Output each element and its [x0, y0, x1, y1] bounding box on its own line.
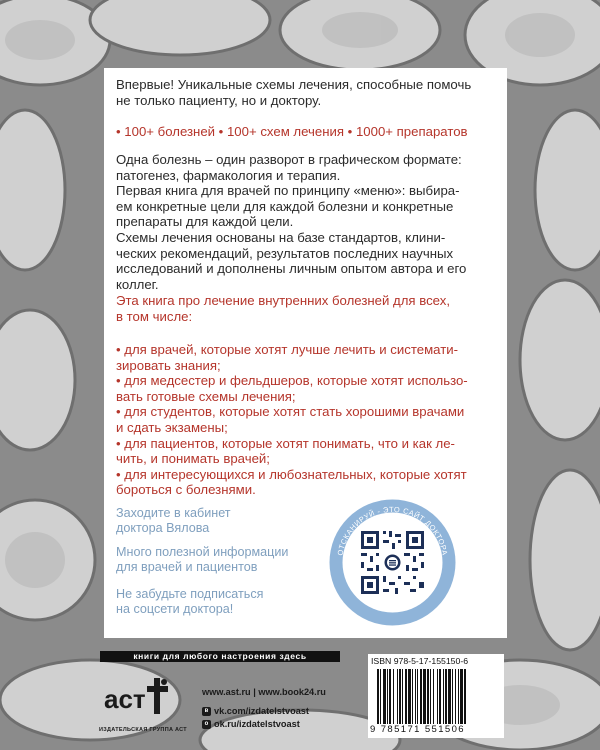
qr-caption: ОТСКАНИРУЙ - ЭТО САЙТ ДОКТОРА	[335, 504, 450, 557]
barcode-bar	[460, 669, 463, 724]
barcode-bar	[455, 669, 456, 724]
barcode-bar	[430, 669, 431, 724]
barcode-bar	[383, 669, 386, 724]
barcode-bar	[439, 669, 441, 724]
audience-list: • для врачей, которые хотят лучше лечить и системати- зировать знания; • для медсестер и фельдшеров, которые хотят использо- вать готовые схемы лечения; • для студентов, которые хотят стать хорошими врачами и сдать экзамены; • для пациентов, которые хотят понимать, что и как ле- чить, и понимать врачей; • для интересующихся и любознательных, которые хотят бороться с болезнями.	[116, 342, 468, 498]
barcode-bar	[420, 669, 422, 724]
barcode-bar	[415, 669, 416, 724]
publisher-imprint: ИЗДАТЕЛЬСКАЯ ГРУППА АСТ	[99, 727, 187, 733]
audience-intro: Эта книга про лечение внутренних болезней для всех, в том числе:	[116, 293, 450, 324]
qr-code-icon	[328, 498, 457, 627]
barcode-bar	[423, 669, 426, 724]
ok-link[interactable]	[202, 719, 300, 729]
barcode-bar	[417, 669, 418, 724]
svg-text:аст: аст	[104, 684, 146, 714]
barcode-bar	[397, 669, 398, 724]
barcode-bar	[437, 669, 438, 724]
barcode-bar	[433, 669, 434, 724]
ok-link-text: ok.ru/izdatelstvoast	[214, 719, 300, 729]
barcode-bar	[458, 669, 459, 724]
barcode-bar	[443, 669, 444, 724]
barcode-bar	[464, 669, 466, 724]
tagline-strip: книги для любого настроения здесь	[100, 651, 340, 662]
barcode-bar	[412, 669, 413, 724]
cabinet-link-text: Заходите в кабинет доктора Вялова	[116, 506, 231, 535]
barcode-number: 9 785171 551506	[370, 724, 465, 735]
barcode-bar	[393, 669, 394, 724]
ok-icon: о	[202, 720, 211, 729]
barcode-bar	[445, 669, 447, 724]
vk-link-text: vk.com/izdatelstvoast	[214, 706, 309, 716]
barcode-bar	[452, 669, 453, 724]
barcode-bar	[399, 669, 401, 724]
web-links[interactable]: www.ast.ru | www.book24.ru	[202, 687, 326, 697]
vk-link[interactable]	[202, 706, 309, 716]
subscribe-text: Не забудьте подписаться на соцсети доктора!	[116, 587, 264, 616]
barcode-bar	[448, 669, 451, 724]
intro-text: Впервые! Уникальные схемы лечения, способные помочь не только пациенту, но и доктору.	[116, 77, 472, 108]
publisher-logo	[102, 674, 182, 720]
barcode-bar	[377, 669, 379, 724]
barcode-bar	[387, 669, 388, 724]
qr-code-badge[interactable]	[328, 498, 457, 627]
barcode-bar	[427, 669, 429, 724]
barcode-icon	[375, 669, 499, 724]
info-text: Много полезной информации для врачей и пациентов	[116, 545, 289, 574]
barcode-bar	[408, 669, 411, 724]
barcode-bar	[402, 669, 403, 724]
barcode-bar	[405, 669, 407, 724]
vk-icon: в	[202, 707, 211, 716]
feature-bullets: • 100+ болезней • 100+ схем лечения • 1000+ препаратов	[116, 124, 468, 139]
barcode-bar	[380, 669, 381, 724]
ast-logo-icon	[102, 674, 182, 720]
barcode-bar	[389, 669, 391, 724]
description-text: Одна болезнь – один разворот в графическом формате: патогенез, фармакология и терапия. Первая книга для врачей по принципу «меню»: выбира- ем конкретные цели для каждой болезни и конкретные препараты для каждой цели. Схемы лечения основаны на базе стандартов, клини- ческих рекомендаций, результатов последних научных исследований и дополнены личным опытом автора и его коллег.	[116, 152, 467, 292]
isbn-text: ISBN 978-5-17-155150-6	[371, 656, 469, 666]
